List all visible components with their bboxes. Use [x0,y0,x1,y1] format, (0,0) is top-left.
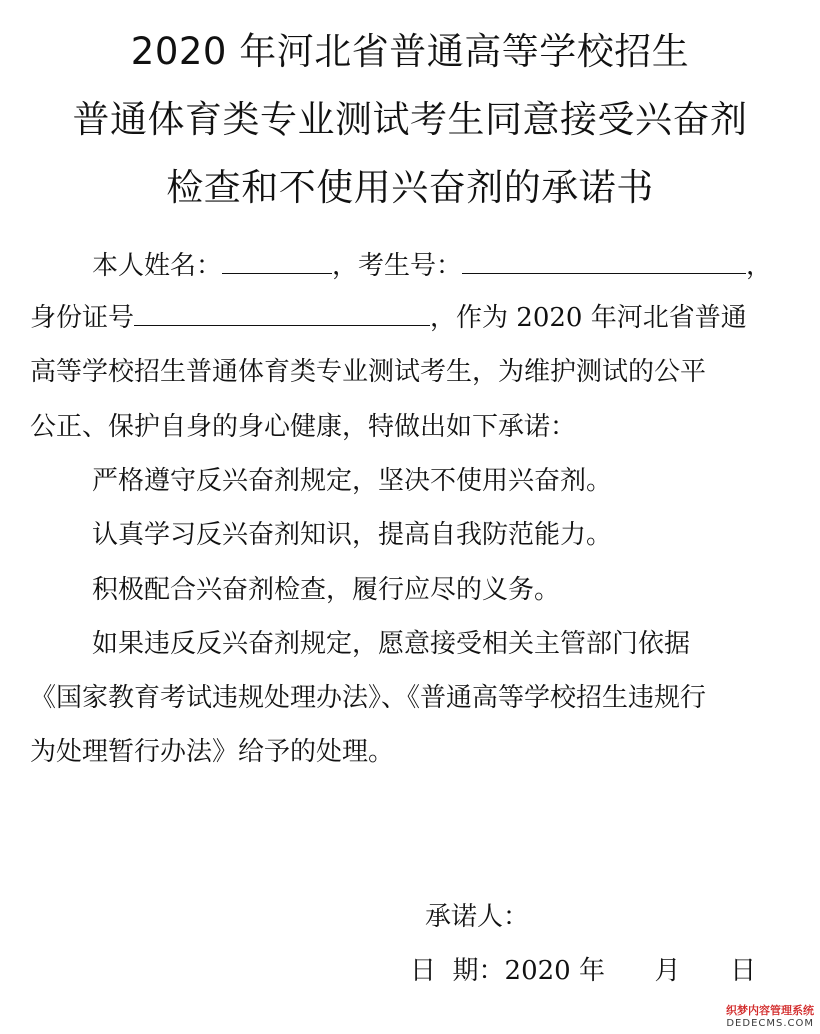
exam-no-blank [462,249,746,274]
id-label: 身份证号 [30,303,135,333]
promise-1: 严格遵守反兴奋剂规定，坚决不使用兴奋剂。 [92,466,613,496]
promise-3: 积极配合兴奋剂检查，履行应尽的义务。 [92,575,561,605]
violation-line-1: 如果违反反兴奋剂规定，愿意接受相关主管部门依据 [92,629,691,659]
paragraph-line-4: 公正、保护自身的身心健康，特做出如下承诺： [30,412,577,442]
id-line-rest: ，作为 2020 年河北省普通 [430,303,747,333]
watermark [714,1004,814,1030]
signer-label: 承诺人： [425,902,530,932]
promise-2: 认真学习反兴奋剂知识，提高自我防范能力。 [92,520,613,550]
violation-line-2: 《国家教育考试违规处理办法》、《普通高等学校招生违规行 [30,683,707,713]
exam-no-label: 考生号： [358,251,463,281]
title-line-1: 2020 年河北省普通高等学校招生 [130,30,690,73]
comma: ， [332,251,359,281]
title-line-2: 普通体育类专业测试考生同意接受兴奋剂 [72,98,748,141]
name-exam-line [92,249,820,282]
document-title [0,18,820,222]
name-blank [222,249,332,274]
comma: ， [746,251,773,281]
watermark-line-2: DEDECMS.COM [726,1018,814,1029]
name-label: 本人姓名： [92,251,223,281]
title-line-3: 检查和不使用兴奋剂的承诺书 [166,166,654,209]
violation-line-3: 为处理暂行办法》给予的处理。 [30,737,395,767]
watermark-line-1: 织梦内容管理系统 [726,1004,814,1017]
id-blank [134,301,430,326]
date-label: 日 期：2020 年 月 日 [410,956,757,986]
id-line [30,301,790,334]
paragraph-line-3: 高等学校招生普通体育类专业测试考生，为维护测试的公平 [30,357,707,387]
